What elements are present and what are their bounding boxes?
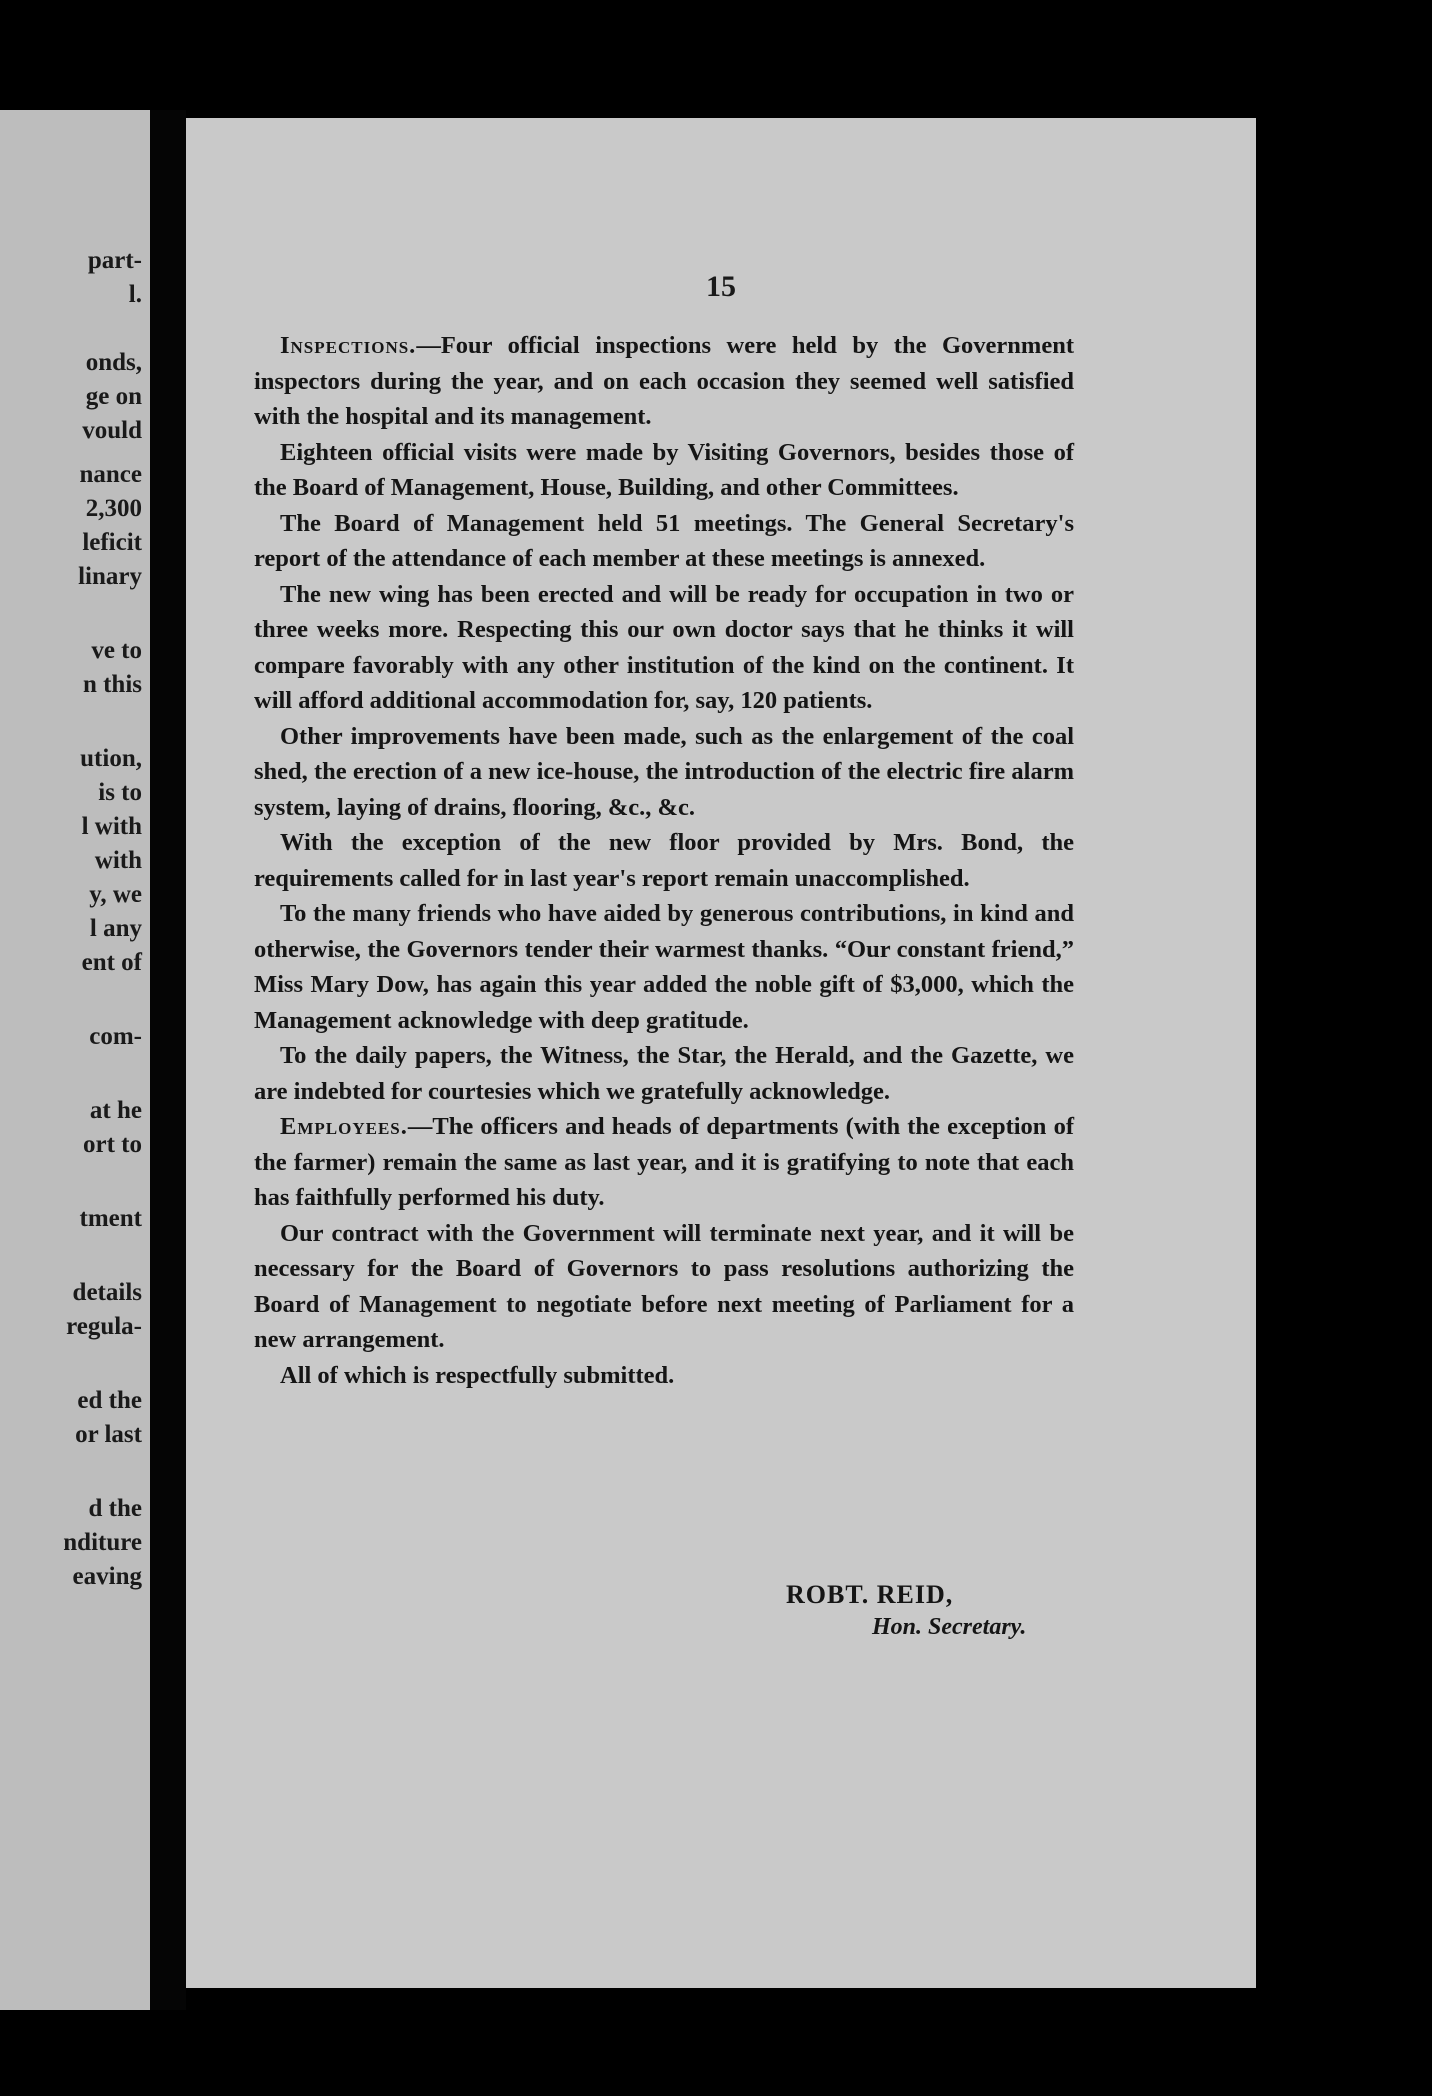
left-page-text-fragment: nance [79, 461, 142, 488]
left-page-text-fragment: d the [88, 1495, 142, 1522]
paragraph-inspections: Inspections.—Four official inspections were held by the Government inspectors during the year, and on each occasion they seemed well satisfied with the hospital and its management. [254, 332, 1074, 430]
scan-border [1256, 118, 1432, 1988]
signature-block [786, 1580, 1026, 1641]
left-page-text-fragment: y, we [89, 881, 142, 908]
left-page-text-fragment: 2,300 [85, 495, 142, 522]
left-page-text-fragment: is to [98, 779, 142, 806]
paragraph: Other improvements have been made, such as the enlargement of the coal shed, the erection of a new ice-house, the introduction of the electric fire alarm system, laying of drains, flooring, &c., &c. [254, 722, 1074, 821]
paragraph: To the daily papers, the Witness, the Star, the Herald, and the Gazette, we are indebted for courtesies which we gratefully acknowledge. [254, 1042, 1074, 1105]
paragraph: All of which is respectfully submitted. [280, 1361, 675, 1389]
signatory-title: Hon. Secretary. [872, 1614, 1027, 1640]
left-page-text-fragment: eaving [72, 1563, 142, 1590]
body-text [254, 328, 1074, 1393]
left-page-text-fragment: com- [89, 1023, 142, 1050]
left-page-text-fragment: or last [75, 1421, 142, 1448]
document-page [186, 118, 1256, 1988]
page-number: 15 [706, 270, 736, 303]
left-page-text-fragment: at he [89, 1097, 142, 1124]
paragraph: Eighteen official visits were made by Visiting Governors, besides those of the Board of Management, House, Building, and other Committees. [254, 438, 1074, 501]
paragraph: To the many friends who have aided by generous contributions, in kind and otherwise, the Governors tender their warmest thanks. “Our constant friend,” Miss Mary Dow, has again this year added the noble gift of $3,000, which the Management acknowledge with deep gratitude. [254, 900, 1074, 1034]
section-lead: Employees. [280, 1113, 408, 1140]
left-page-text-fragment: details [72, 1279, 142, 1306]
left-page-text-fragment: leficit [82, 529, 142, 556]
left-page-text-fragment: l. [128, 281, 142, 308]
left-page-fragment [0, 110, 150, 2010]
left-page-text-fragment: with [94, 847, 142, 874]
section-lead: Inspections. [280, 332, 417, 359]
left-page-text-fragment: ort to [83, 1131, 142, 1158]
left-page-text-fragment: part- [87, 247, 142, 274]
left-page-text-fragment: vould [82, 417, 142, 444]
left-page-text-fragment: ve to [91, 637, 142, 664]
left-page-text-fragment: ution, [80, 745, 142, 772]
left-page-text-fragment: ed the [77, 1387, 142, 1414]
left-page-text-fragment: regula- [66, 1313, 142, 1340]
paragraph: The Board of Management held 51 meetings. The General Secretary's report of the attendance of each member at these meetings is annexed. [254, 509, 1074, 572]
paragraph: With the exception of the new floor provided by Mrs. Bond, the requirements called for in last year's report remain unaccomplished. [254, 829, 1074, 892]
left-page-text-fragment: l with [81, 813, 142, 840]
paragraph: The new wing has been erected and will be ready for occupation in two or three weeks more. Respecting this our own doctor says that he thinks it will compare favorably with any other institution of the kind on the continent. It will afford additional accommodation for, say, 120 patients. [254, 580, 1074, 714]
left-page-text-fragment: onds, [85, 349, 142, 376]
left-page-text-fragment: tment [79, 1205, 142, 1232]
left-page-text-fragment: n this [82, 671, 142, 698]
left-page-text-fragment: nditure [63, 1529, 142, 1556]
left-page-text-fragment: linary [78, 563, 142, 590]
paragraph: Our contract with the Government will terminate next year, and it will be necessary for the Board of Governors to pass resolutions authorizing the Board of Management to negotiate before next meeting of Parliament for a new arrangement. [254, 1219, 1074, 1353]
left-page-text-fragment: ent of [81, 949, 142, 976]
book-spine [150, 110, 186, 2010]
paragraph-employees: Employees.—The officers and heads of departments (with the exception of the farmer) remain the same as last year, and it is gratifying to note that each has faithfully performed his duty. [254, 1113, 1074, 1211]
left-page-text-fragment: ge on [85, 383, 142, 410]
signatory-name: ROBT. REID, [786, 1580, 954, 1609]
left-page-text-fragment: l any [89, 915, 142, 942]
